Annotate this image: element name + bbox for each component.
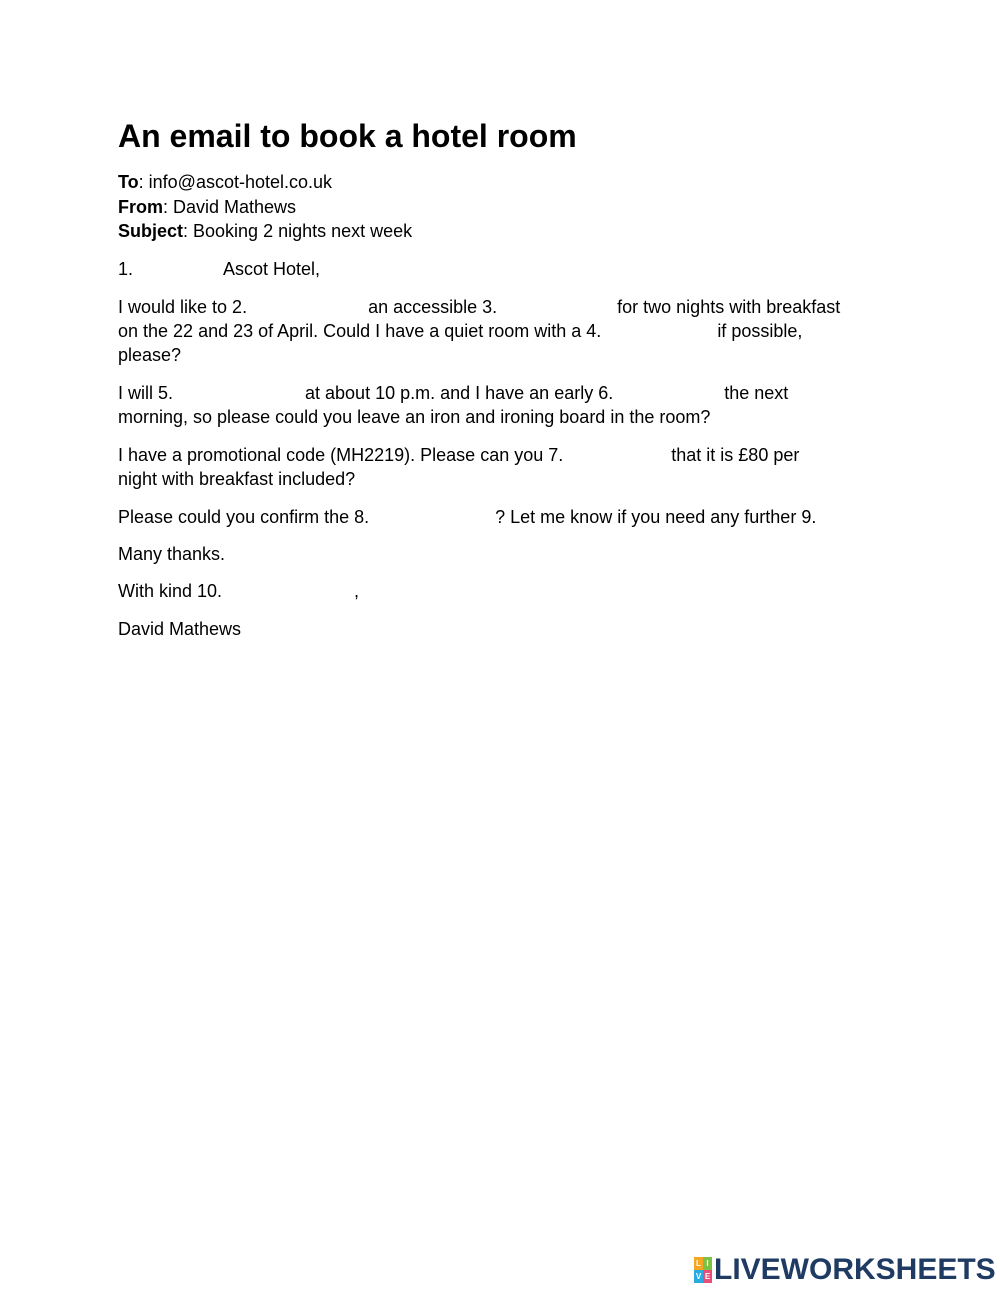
thanks-line — [118, 542, 225, 566]
p2-text-b: at about 10 p.m. and I have an early 6. — [305, 383, 614, 403]
p1-text-e: if possible, — [717, 321, 803, 341]
from-label: From — [118, 197, 163, 217]
thanks-text: Many thanks. — [118, 544, 226, 564]
p1-text-c: for two nights with breakfast — [617, 297, 841, 317]
blank-7-field[interactable] — [563, 444, 671, 464]
paragraph-1-line-3 — [118, 343, 181, 367]
greeting-text: Ascot Hotel, — [223, 259, 321, 279]
p3-text-a: I have a promotional code (MH2219). Please can you 7. — [118, 445, 564, 465]
p1-text-b: an accessible 3. — [368, 297, 498, 317]
p4-text-b: ? Let me know if you need any further 9. — [495, 507, 817, 527]
closing-comma: , — [354, 581, 360, 601]
paragraph-4-line-1 — [118, 505, 816, 529]
greeting-line — [118, 257, 320, 281]
paragraph-2-line-1 — [118, 381, 788, 405]
blank-4-field[interactable] — [601, 320, 717, 340]
p3-text-c: night with breakfast included? — [118, 469, 356, 489]
paragraph-2-line-2 — [118, 405, 710, 429]
to-value: : info@ascot-hotel.co.uk — [138, 172, 333, 192]
blank-8-field[interactable] — [369, 506, 495, 526]
p2-text-a: I will 5. — [118, 383, 174, 403]
email-subject-line — [118, 219, 412, 243]
liveworksheets-logo-icon — [694, 1257, 712, 1283]
blank-1-field[interactable] — [133, 258, 223, 278]
blank-2-field[interactable] — [247, 296, 368, 316]
signature-name: David Mathews — [118, 619, 242, 639]
blank-10-field[interactable] — [222, 580, 354, 600]
paragraph-3-line-1 — [118, 443, 799, 467]
p1-text-a: I would like to 2. — [118, 297, 248, 317]
blank-1-number: 1. — [118, 259, 134, 279]
closing-line — [118, 579, 359, 603]
p1-text-d: on the 22 and 23 of April. Could I have a quiet room with a 4. — [118, 321, 602, 341]
p2-text-d: morning, so please could you leave an iron and ironing board in the room? — [118, 407, 711, 427]
blank-5-field[interactable] — [173, 382, 305, 402]
logo-mark-e: E — [704, 1272, 711, 1281]
logo-mark-i: I — [703, 1257, 712, 1270]
to-label: To — [118, 172, 139, 192]
closing-text: With kind 10. — [118, 581, 223, 601]
blank-6-field[interactable] — [613, 382, 724, 402]
liveworksheets-logo — [694, 1255, 996, 1285]
logo-mark-l: L — [694, 1257, 703, 1270]
paragraph-3-line-2 — [118, 467, 355, 491]
p3-text-b: that it is £80 per — [671, 445, 800, 465]
liveworksheets-logo-text: LIVEWORKSHEETS — [714, 1253, 996, 1286]
subject-label: Subject — [118, 221, 184, 241]
p2-text-c: the next — [724, 383, 789, 403]
page-title: An email to book a hotel room — [118, 118, 577, 154]
email-to-line — [118, 170, 332, 194]
signature-line — [118, 617, 241, 641]
paragraph-1-line-1 — [118, 295, 840, 319]
paragraph-1-line-2 — [118, 319, 802, 343]
blank-3-field[interactable] — [497, 296, 617, 316]
email-from-line — [118, 195, 296, 219]
subject-value: : Booking 2 nights next week — [183, 221, 413, 241]
from-value: : David Mathews — [163, 197, 297, 217]
p1-text-f: please? — [118, 345, 182, 365]
p4-text-a: Please could you confirm the 8. — [118, 507, 370, 527]
logo-mark-v: V — [695, 1272, 702, 1281]
